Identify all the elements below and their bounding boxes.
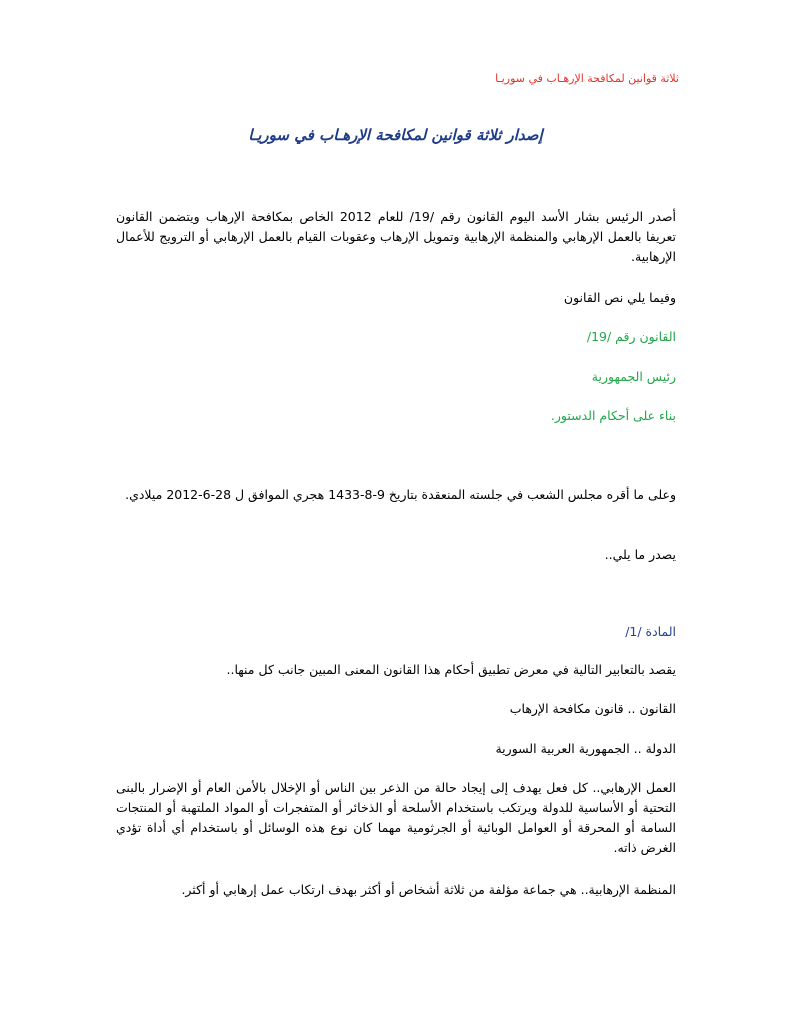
document-title: إصدار ثلاثة قوانين لمكافحة الإرهـاب في سوريـا: [248, 126, 543, 144]
definition-law: القانون .. قانون مكافحة الإرهاب: [509, 701, 676, 716]
text-intro-line: وفيما يلي نص القانون: [563, 290, 676, 305]
definition-state: الدولة .. الجمهورية العربية السورية: [495, 741, 676, 756]
constitution-line: بناء على أحكام الدستور.: [550, 408, 676, 423]
decree-line: يصدر ما يلي..: [604, 547, 676, 562]
intro-paragraph: أصدر الرئيس بشار الأسد اليوم القانون رقم /19/ للعام 2012 الخاص بمكافحة الإرهاب ويتضمن القانون تعريفا بالعمل الإرهابي والمنظمة الإرهابية وتمويل الإرهاب وعقوبات القيام بالعمل الإرهابي أو الترويج للأعمال الإرهابية.: [116, 209, 676, 264]
parliament-paragraph: وعلى ما أقره مجلس الشعب في جلسته المنعقدة بتاريخ 9-8-1433 هجري الموافق ل 28-6-2012 ميلادي.: [125, 487, 676, 502]
definitions-intro: يقصد بالتعابير التالية في معرض تطبيق أحكام هذا القانون المعنى المبين جانب كل منها..: [226, 662, 676, 677]
definition-terror-act: العمل الإرهابي.. كل فعل يهدف إلى إيجاد حالة من الذعر بين الناس أو الإخلال بالأمن العام أو الإضرار بالبنى التحتية أو الأساسية للدولة ويرتكب باستخدام الأسلحة أو الذخائر أو المتفجرات أو المواد الملتهبة أو المنتجات السامة أو المحرقة أو العوامل الوبائية أو الجرثومية مهما كان نوع هذه الوسائل أو باستخدام أي أداة تؤدي الغرض ذاته.: [116, 780, 676, 855]
running-header: ثلاثة قوانين لمكافحة الإرهـاب في سوريـا: [495, 72, 679, 85]
law-number-line: القانون رقم /19/: [586, 329, 676, 344]
article-heading: المادة /1/: [625, 624, 676, 639]
president-line: رئيس الجمهورية: [591, 369, 676, 384]
definition-terror-org: المنظمة الإرهابية.. هي جماعة مؤلفة من ثلاثة أشخاص أو أكثر بهدف ارتكاب عمل إرهابي أو أكثر.: [181, 882, 676, 897]
